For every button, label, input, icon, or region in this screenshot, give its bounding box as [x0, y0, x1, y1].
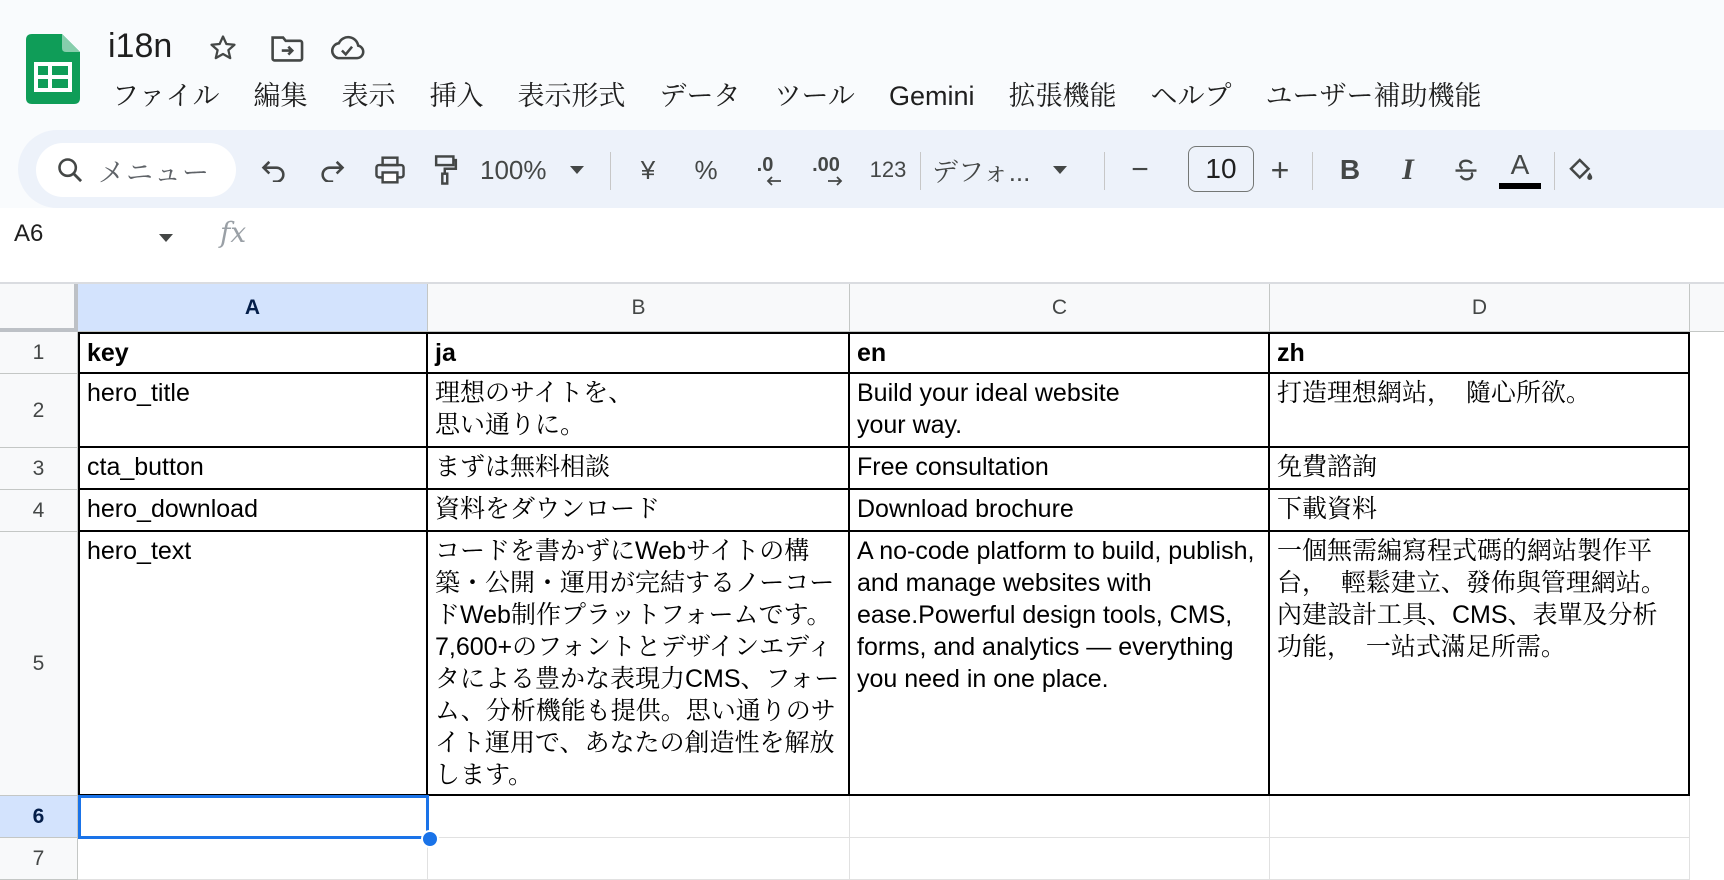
menu-insert[interactable]: 挿入	[429, 81, 484, 111]
increase-decimal-button[interactable]	[798, 143, 854, 197]
strikethrough-button[interactable]	[1446, 143, 1486, 197]
redo-button[interactable]	[312, 143, 352, 197]
move-to-folder-icon[interactable]	[268, 30, 306, 66]
chevron-down-icon	[569, 165, 585, 175]
toolbar-divider	[610, 152, 611, 190]
column-header-e[interactable]	[1690, 284, 1724, 332]
paint-format-icon	[433, 154, 459, 186]
name-box[interactable]: A6	[14, 220, 44, 247]
cell-b3[interactable]: まずは無料相談	[428, 448, 850, 490]
cell-d3[interactable]: 免費諮詢	[1270, 448, 1690, 490]
cell-b6[interactable]	[428, 796, 850, 838]
cell-d5[interactable]: 一個無需編寫程式碼的網站製作平台， 輕鬆建立、發佈與管理網站。內建設計工具、CMS、表單及分析功能， 一站式滿足所需。	[1270, 532, 1690, 796]
print-button[interactable]	[370, 143, 410, 197]
star-icon[interactable]	[204, 30, 242, 66]
more-formats-button[interactable]	[862, 143, 914, 197]
cell-c3[interactable]: Free consultation	[850, 448, 1270, 490]
menu-extensions[interactable]: 拡張機能	[1008, 81, 1117, 111]
strikethrough-icon	[1452, 156, 1480, 184]
paint-format-button[interactable]	[426, 143, 466, 197]
italic-button[interactable]	[1388, 143, 1428, 197]
cloud-saved-icon[interactable]	[328, 30, 366, 66]
menu-file[interactable]: ファイル	[112, 81, 220, 111]
row-header-6[interactable]: 6	[0, 796, 78, 838]
menu-format[interactable]: 表示形式	[517, 81, 626, 111]
decrease-decimal-button[interactable]	[740, 143, 790, 197]
sheets-logo-icon[interactable]	[26, 34, 80, 104]
formula-input[interactable]	[270, 210, 1710, 258]
toolbar	[18, 130, 1724, 208]
zoom-select[interactable]	[480, 143, 600, 197]
text-color-icon: A	[1510, 149, 1530, 180]
select-all-corner[interactable]	[0, 284, 78, 332]
percent-format-button[interactable]	[688, 143, 724, 197]
bold-icon: B	[1339, 154, 1361, 185]
cell-b1[interactable]: ja	[428, 334, 850, 374]
chevron-down-icon	[1052, 165, 1068, 175]
chevron-down-icon[interactable]	[158, 230, 174, 248]
row-header-7[interactable]: 7	[0, 838, 78, 880]
menu-data[interactable]: データ	[659, 81, 741, 111]
menu-view[interactable]: 表示	[341, 81, 396, 111]
cell-a4[interactable]: hero_download	[80, 490, 428, 532]
selected-cell-outline	[78, 795, 429, 839]
document-title[interactable]: i18n	[108, 27, 173, 65]
font-family-select[interactable]	[932, 143, 1088, 197]
toolbar-divider	[1312, 152, 1313, 190]
cell-d2[interactable]: 打造理想網站， 隨心所欲。	[1270, 374, 1690, 448]
cell-b7[interactable]	[428, 838, 850, 880]
cell-a3[interactable]: cta_button	[80, 448, 428, 490]
fx-icon: fx	[220, 216, 247, 249]
paint-bucket-icon	[1566, 155, 1596, 185]
menu-gemini[interactable]: Gemini	[888, 81, 975, 111]
cell-a5[interactable]: hero_text	[80, 532, 428, 796]
text-color-bar	[1499, 183, 1541, 189]
arrow-right-icon	[827, 176, 843, 186]
menu-bar	[100, 76, 1498, 116]
cell-b4[interactable]: 資料をダウンロード	[428, 490, 850, 532]
app-header	[0, 0, 1724, 208]
increase-font-size-button[interactable]	[1262, 143, 1298, 197]
zoom-value: 100%	[480, 154, 547, 185]
plus-icon: +	[1270, 151, 1290, 188]
cell-c6[interactable]	[850, 796, 1270, 838]
increase-decimal-icon: .00	[812, 154, 840, 176]
minus-icon: −	[1131, 153, 1149, 186]
menu-search-input[interactable]	[36, 143, 236, 197]
cell-c1[interactable]: en	[850, 334, 1270, 374]
formula-bar	[0, 210, 1724, 258]
percent-icon: %	[694, 154, 718, 185]
cell-d4[interactable]: 下載資料	[1270, 490, 1690, 532]
font-size-input[interactable]: 10	[1188, 146, 1254, 192]
row-header-1[interactable]: 1	[0, 332, 78, 374]
search-placeholder: メニュー	[98, 157, 210, 188]
fill-color-button[interactable]	[1566, 143, 1606, 197]
cell-d1[interactable]: zh	[1270, 334, 1690, 374]
number-format-icon: 123	[869, 157, 907, 182]
row-header-5[interactable]: 5	[0, 532, 78, 796]
toolbar-divider	[1104, 152, 1105, 190]
arrow-left-icon	[766, 176, 782, 186]
column-header-c[interactable]: C	[850, 284, 1270, 332]
toolbar-divider	[920, 152, 921, 190]
column-header-d[interactable]: D	[1270, 284, 1690, 332]
cell-a1[interactable]: key	[80, 334, 428, 374]
menu-edit[interactable]: 編集	[253, 81, 308, 111]
menu-accessibility[interactable]: ユーザー補助機能	[1265, 81, 1482, 111]
cell-a2[interactable]: hero_title	[80, 374, 428, 448]
row-header-3[interactable]: 3	[0, 448, 78, 490]
font-family-value: デフォ...	[932, 156, 1031, 187]
fill-handle[interactable]	[421, 830, 439, 848]
cell-a7[interactable]	[78, 838, 428, 880]
cell-b2[interactable]: 理想のサイトを、 思い通りに。	[428, 374, 850, 448]
cell-c2[interactable]: Build your ideal website your way.	[850, 374, 1270, 448]
search-icon	[56, 156, 84, 184]
cell-c4[interactable]: Download brochure	[850, 490, 1270, 532]
row-header-4[interactable]: 4	[0, 490, 78, 532]
toolbar-divider	[1554, 152, 1555, 190]
currency-icon: ¥	[640, 154, 656, 185]
row-header-2[interactable]: 2	[0, 374, 78, 448]
menu-help[interactable]: ヘルプ	[1150, 81, 1232, 111]
cell-d6[interactable]	[1270, 796, 1690, 838]
print-icon	[374, 155, 406, 185]
cell-c7[interactable]	[850, 838, 1270, 880]
cell-b5[interactable]: コードを書かずにWebサイトの構築・公開・運用が完結するノーコードWeb制作プラットフォームです。7,600+のフォントとデザインエディタによる豊かな表現力CMS、フォーム、分析機能も提供。思い通りのサイト運用で、あなたの創造性を解放します。	[428, 532, 850, 796]
italic-icon: I	[1402, 153, 1414, 186]
menu-tools[interactable]: ツール	[774, 81, 855, 111]
cell-c5[interactable]: A no-code platform to build, publish, and manage websites with ease.Powerful design tools, CMS, forms, and analytics — everything you need in one place.	[850, 532, 1270, 796]
column-header-a[interactable]: A	[78, 284, 428, 332]
undo-icon	[260, 158, 288, 182]
undo-button[interactable]	[254, 143, 294, 197]
currency-format-button[interactable]	[630, 143, 666, 197]
bold-button[interactable]	[1330, 143, 1370, 197]
decrease-font-size-button[interactable]	[1122, 143, 1158, 197]
text-color-button[interactable]	[1496, 143, 1544, 197]
decrease-decimal-icon: .0	[756, 154, 774, 176]
column-header-b[interactable]: B	[428, 284, 850, 332]
cell-d7[interactable]	[1270, 838, 1690, 880]
redo-icon	[318, 158, 346, 182]
